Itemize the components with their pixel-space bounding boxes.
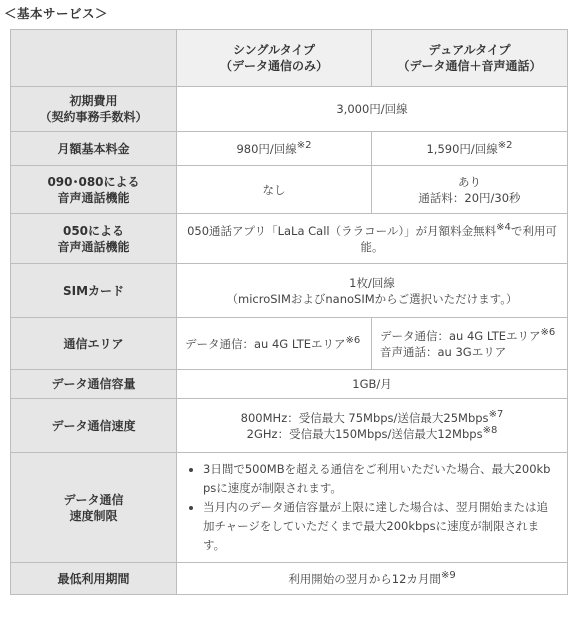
area-single [177, 318, 372, 370]
corner-cell [11, 30, 177, 87]
initial-fee-label: 初期費用 [69, 94, 118, 108]
service-table [10, 29, 568, 595]
monthly-fee-single-text: 980円/回線 [236, 141, 297, 156]
row-label-voice-090 [11, 166, 177, 214]
footnote-ref: ※4 [496, 221, 511, 233]
row-label-initial-fee [11, 87, 177, 132]
dual-title: デュアルタイプ [428, 43, 511, 57]
footnote-ref: ※9 [440, 569, 456, 581]
sim-count: 1枚/回線 [349, 275, 395, 290]
row-area [11, 318, 568, 370]
limit-label: データ通信 [63, 492, 124, 507]
footnote-ref: ※6 [540, 326, 556, 338]
table-header-row [11, 30, 568, 87]
row-label-monthly-fee: 月額基本料金 [11, 132, 177, 166]
voice-050-value [177, 214, 568, 264]
area-single-text: データ通信：au 4G LTEエリア [185, 336, 346, 351]
voice-090-single: なし [177, 166, 372, 214]
min-period-value [177, 563, 568, 595]
area-dual-data: データ通信：au 4G LTEエリア [380, 328, 541, 343]
voice-090-sublabel: 音声通話機能 [57, 190, 130, 205]
row-label-limit [11, 453, 177, 563]
voice-090-dual [372, 166, 568, 214]
single-title: シングルタイプ [232, 43, 316, 57]
limit-list [181, 460, 563, 555]
dual-subtitle: （データ通信＋音声通話） [397, 59, 542, 73]
footnote-ref: ※6 [345, 334, 361, 346]
area-dual-voice: 音声通話：au 3Gエリア [380, 344, 507, 359]
capacity-value: 1GB/月 [177, 370, 568, 399]
row-sim [11, 264, 568, 318]
voice-050-text: 050通話アプリ「LaLa Call（ララコール）」が月額料金無料 [187, 223, 497, 238]
voice-050-label: 050による [62, 223, 125, 238]
footnote-ref: ※7 [488, 408, 504, 420]
footnote-ref: ※2 [497, 139, 513, 151]
footnote-ref: ※2 [296, 139, 312, 151]
limit-value [177, 453, 568, 563]
sim-options: （microSIMおよびnanoSIMからご選択いただけます。） [226, 291, 518, 306]
voice-090-dual-rate: 通話料：20円/30秒 [418, 190, 521, 205]
speed-2ghz: 2GHz：受信最大150Mbps/送信最大12Mbps [246, 426, 483, 441]
row-initial-fee [11, 87, 568, 132]
voice-090-dual-availability: あり [458, 174, 481, 189]
row-speed [11, 399, 568, 453]
row-label-sim: SIMカード [11, 264, 177, 318]
row-voice-050 [11, 214, 568, 264]
section-heading: ＜基本サービス＞ [4, 6, 109, 21]
row-limit [11, 453, 568, 563]
monthly-fee-dual-text: 1,590円/回線 [426, 141, 498, 156]
row-min-period [11, 563, 568, 595]
voice-050-text-end: で利用可能。 [360, 223, 557, 254]
row-label-area: 通信エリア [11, 318, 177, 370]
area-dual [372, 318, 568, 370]
limit-sublabel: 速度制限 [69, 508, 118, 523]
speed-800mhz: 800MHz：受信最大 75Mbps/送信最大25Mbps [240, 410, 489, 425]
monthly-fee-single [177, 132, 372, 166]
sim-value [177, 264, 568, 318]
footnote-ref: ※8 [482, 424, 498, 436]
single-subtitle: （データ通信のみ） [219, 59, 328, 73]
row-voice-090 [11, 166, 568, 214]
speed-value [177, 399, 568, 453]
row-capacity [11, 370, 568, 399]
list-item: • 当月内のデータ通信容量が上限に達した場合は、翌月開始または追加チャージをしていただくまで最大200kbpsに速度が制限されます。 [203, 498, 557, 555]
row-label-voice-050 [11, 214, 177, 264]
initial-fee-sublabel: （契約事務手数料） [39, 110, 148, 124]
row-label-speed: データ通信速度 [11, 399, 177, 453]
voice-050-sublabel: 音声通話機能 [57, 239, 130, 254]
column-header-single [177, 30, 372, 87]
voice-090-label: 090･080による [47, 174, 140, 189]
row-monthly-fee [11, 132, 568, 166]
min-period-text: 利用開始の翌月から12カ月間 [288, 571, 441, 586]
initial-fee-value: 3,000円/回線 [177, 87, 568, 132]
column-header-dual [372, 30, 568, 87]
list-item: • 3日間で500MBを超える通信をご利用いただいた場合、最大200kbpsに速度が制限されます。 [203, 460, 557, 498]
monthly-fee-dual [372, 132, 568, 166]
row-label-min-period: 最低利用期間 [11, 563, 177, 595]
row-label-capacity: データ通信容量 [11, 370, 177, 399]
